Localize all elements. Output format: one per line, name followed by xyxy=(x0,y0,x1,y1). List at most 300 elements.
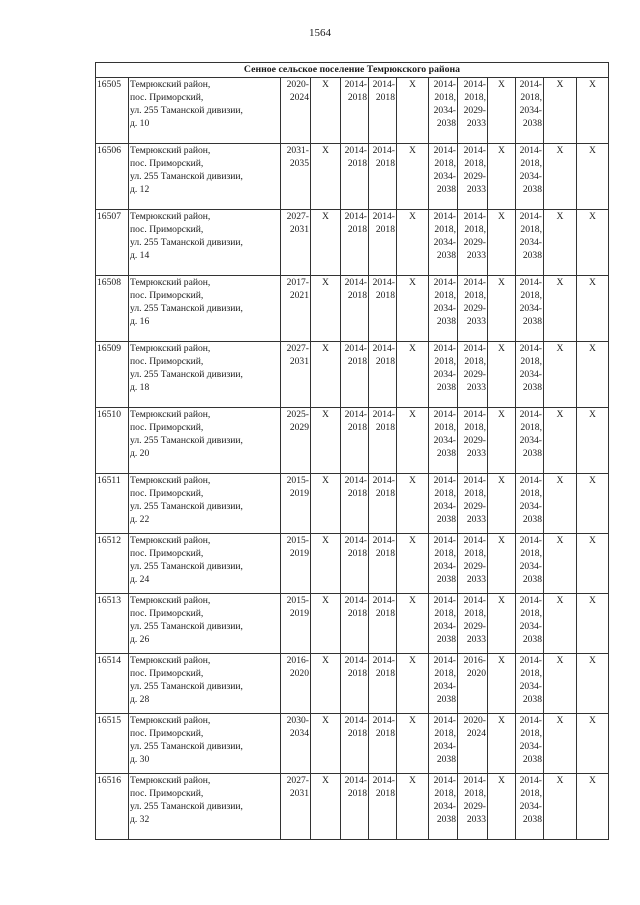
cell-line: 2033 xyxy=(466,250,486,261)
cell-x: X xyxy=(577,474,609,534)
cell-years xyxy=(516,474,544,534)
cell-line: 2038 xyxy=(522,514,542,525)
table-row xyxy=(96,474,609,534)
cell-x: X xyxy=(397,144,429,210)
cell-line: 2014- xyxy=(433,409,456,420)
cell-years xyxy=(429,144,458,210)
cell-line: 2014- xyxy=(344,535,367,546)
cell-line: 2018 xyxy=(375,422,395,433)
cell-line: 2018 xyxy=(347,608,367,619)
cell-years xyxy=(341,594,369,654)
cell-line: 2038 xyxy=(522,754,542,765)
cell-line: 2014- xyxy=(372,277,395,288)
cell-line: 2014- xyxy=(463,409,486,420)
cell-period xyxy=(281,78,311,144)
cell-line: 2014- xyxy=(372,655,395,666)
cell-line: 2018, xyxy=(434,356,456,367)
cell-line: 2038 xyxy=(522,574,542,585)
cell-years xyxy=(516,78,544,144)
cell-years xyxy=(341,654,369,714)
cell-x: X xyxy=(397,210,429,276)
table-row xyxy=(96,774,609,840)
cell-line: 2014- xyxy=(433,277,456,288)
cell-line: ул. 255 Таманской дивизии, xyxy=(130,501,243,512)
cell-line: 2014- xyxy=(372,715,395,726)
cell-address xyxy=(129,276,281,342)
cell-line: 2018, xyxy=(464,788,486,799)
cell-line: 2018 xyxy=(347,668,367,679)
cell-line: 2038 xyxy=(436,184,456,195)
cell-line: 2038 xyxy=(436,118,456,129)
cell-line: 2019 xyxy=(289,488,309,499)
cell-line: 2034- xyxy=(433,303,456,314)
cell-line: 2018 xyxy=(375,158,395,169)
cell-line: 2031 xyxy=(289,788,309,799)
cell-years xyxy=(429,210,458,276)
cell-line: 2014- xyxy=(519,79,542,90)
cell-line: 2018, xyxy=(520,728,542,739)
cell-line: 2034- xyxy=(433,501,456,512)
cell-address xyxy=(129,474,281,534)
cell-line: д. 22 xyxy=(130,514,150,525)
cell-line: 2014- xyxy=(519,595,542,606)
cell-line: ул. 255 Таманской дивизии, xyxy=(130,801,243,812)
cell-line: 2014- xyxy=(372,775,395,786)
cell-number: 16507 xyxy=(96,210,129,276)
cell-line: 2018 xyxy=(375,224,395,235)
cell-x: X xyxy=(544,408,577,474)
cell-line: 2033 xyxy=(466,514,486,525)
cell-line: 2029- xyxy=(463,801,486,812)
cell-years xyxy=(458,276,488,342)
cell-years xyxy=(369,408,397,474)
cell-years xyxy=(369,534,397,594)
cell-line: 2018, xyxy=(434,548,456,559)
cell-x: X xyxy=(577,534,609,594)
cell-x: X xyxy=(397,594,429,654)
cell-line: 2018 xyxy=(347,488,367,499)
cell-x: X xyxy=(397,276,429,342)
cell-x: X xyxy=(577,654,609,714)
cell-x: X xyxy=(488,342,516,408)
cell-line: 2018 xyxy=(375,92,395,103)
cell-number: 16516 xyxy=(96,774,129,840)
cell-line: 2018, xyxy=(434,488,456,499)
cell-line: 2014- xyxy=(344,79,367,90)
cell-x: X xyxy=(544,210,577,276)
cell-line: 2014- xyxy=(433,79,456,90)
cell-line: 2018, xyxy=(464,356,486,367)
cell-x: X xyxy=(544,774,577,840)
cell-line: 2038 xyxy=(522,118,542,129)
cell-line: ул. 255 Таманской дивизии, xyxy=(130,621,243,632)
cell-line: 2038 xyxy=(436,814,456,825)
cell-line: 2018 xyxy=(375,548,395,559)
cell-line: 2018 xyxy=(375,608,395,619)
cell-x: X xyxy=(577,774,609,840)
cell-line: Темрюкский район, xyxy=(130,277,211,288)
cell-x: X xyxy=(397,534,429,594)
cell-line: 2014- xyxy=(463,343,486,354)
cell-years xyxy=(369,210,397,276)
cell-line: 2034- xyxy=(433,621,456,632)
cell-line: 2018 xyxy=(375,290,395,301)
cell-line: 2018, xyxy=(520,158,542,169)
cell-line: 2034- xyxy=(433,237,456,248)
cell-years xyxy=(516,144,544,210)
cell-line: ул. 255 Таманской дивизии, xyxy=(130,681,243,692)
cell-line: 2038 xyxy=(436,694,456,705)
cell-address xyxy=(129,594,281,654)
cell-x: X xyxy=(488,210,516,276)
cell-period xyxy=(281,714,311,774)
cell-line: 2018, xyxy=(520,92,542,103)
cell-line: 2033 xyxy=(466,118,486,129)
cell-line: 2031- xyxy=(286,145,309,156)
cell-line: 2034- xyxy=(433,435,456,446)
cell-line: 2034- xyxy=(433,801,456,812)
cell-line: пос. Приморский, xyxy=(130,224,204,235)
cell-years xyxy=(516,654,544,714)
cell-period xyxy=(281,474,311,534)
cell-line: 2038 xyxy=(522,634,542,645)
cell-years xyxy=(458,654,488,714)
cell-line: д. 14 xyxy=(130,250,150,261)
cell-line: 2014- xyxy=(433,655,456,666)
cell-number: 16512 xyxy=(96,534,129,594)
cell-line: 2034- xyxy=(519,171,542,182)
cell-line: 2029- xyxy=(463,369,486,380)
cell-line: 2038 xyxy=(522,316,542,327)
cell-years xyxy=(341,474,369,534)
cell-years xyxy=(458,474,488,534)
cell-line: д. 12 xyxy=(130,184,150,195)
cell-x: X xyxy=(488,474,516,534)
cell-line: 2018, xyxy=(434,158,456,169)
cell-line: 2033 xyxy=(466,814,486,825)
cell-period xyxy=(281,144,311,210)
cell-line: 2033 xyxy=(466,382,486,393)
cell-line: пос. Приморский, xyxy=(130,548,204,559)
cell-years xyxy=(369,774,397,840)
cell-line: 2018, xyxy=(464,608,486,619)
cell-address xyxy=(129,534,281,594)
cell-years xyxy=(458,714,488,774)
cell-line: 2018, xyxy=(520,668,542,679)
cell-x: X xyxy=(544,342,577,408)
cell-line: Темрюкский район, xyxy=(130,409,211,420)
cell-line: 2027- xyxy=(286,211,309,222)
cell-line: 2018, xyxy=(520,290,542,301)
cell-line: Темрюкский район, xyxy=(130,145,211,156)
cell-line: Темрюкский район, xyxy=(130,343,211,354)
cell-line: 2034- xyxy=(519,435,542,446)
cell-x: X xyxy=(397,408,429,474)
cell-number: 16508 xyxy=(96,276,129,342)
cell-period xyxy=(281,210,311,276)
cell-line: 2029- xyxy=(463,621,486,632)
table-row xyxy=(96,408,609,474)
cell-line: 2014- xyxy=(519,343,542,354)
cell-line: 2034- xyxy=(519,105,542,116)
cell-x: X xyxy=(397,342,429,408)
cell-line: д. 16 xyxy=(130,316,150,327)
cell-line: 2034- xyxy=(433,171,456,182)
cell-line: ул. 255 Таманской дивизии, xyxy=(130,303,243,314)
cell-line: 2034- xyxy=(519,801,542,812)
cell-number: 16514 xyxy=(96,654,129,714)
cell-line: 2014- xyxy=(519,211,542,222)
cell-period xyxy=(281,342,311,408)
cell-x: X xyxy=(311,534,341,594)
cell-line: 2014- xyxy=(519,145,542,156)
cell-line: 2034- xyxy=(433,369,456,380)
cell-period xyxy=(281,408,311,474)
cell-line: 2014- xyxy=(344,211,367,222)
cell-years xyxy=(429,342,458,408)
table-row xyxy=(96,210,609,276)
cell-line: 2014- xyxy=(372,343,395,354)
cell-line: 2018, xyxy=(464,422,486,433)
cell-line: 2014- xyxy=(372,79,395,90)
cell-x: X xyxy=(488,774,516,840)
cell-years xyxy=(516,276,544,342)
cell-years xyxy=(458,210,488,276)
cell-line: 2033 xyxy=(466,184,486,195)
cell-period xyxy=(281,654,311,714)
cell-line: 2018, xyxy=(434,224,456,235)
cell-x: X xyxy=(311,474,341,534)
cell-line: пос. Приморский, xyxy=(130,422,204,433)
cell-years xyxy=(458,408,488,474)
cell-line: 2018, xyxy=(434,92,456,103)
cell-line: 2018 xyxy=(347,290,367,301)
cell-line: 2034- xyxy=(519,369,542,380)
cell-line: 2014- xyxy=(372,595,395,606)
cell-address xyxy=(129,144,281,210)
cell-line: 2018, xyxy=(464,224,486,235)
cell-years xyxy=(341,144,369,210)
cell-years xyxy=(341,210,369,276)
cell-line: 2018 xyxy=(347,788,367,799)
cell-line: Темрюкский район, xyxy=(130,655,211,666)
cell-x: X xyxy=(488,408,516,474)
cell-x: X xyxy=(577,714,609,774)
cell-line: 2034- xyxy=(519,561,542,572)
cell-x: X xyxy=(488,534,516,594)
cell-line: 2014- xyxy=(372,409,395,420)
cell-line: 2014- xyxy=(344,277,367,288)
cell-line: 2014- xyxy=(372,535,395,546)
cell-x: X xyxy=(544,654,577,714)
cell-line: 2034- xyxy=(519,303,542,314)
cell-years xyxy=(516,408,544,474)
table-row xyxy=(96,714,609,774)
cell-x: X xyxy=(311,144,341,210)
cell-line: д. 28 xyxy=(130,694,150,705)
table-body xyxy=(96,78,609,840)
cell-years xyxy=(516,594,544,654)
cell-line: Темрюкский район, xyxy=(130,775,211,786)
cell-line: 2018 xyxy=(375,488,395,499)
cell-x: X xyxy=(577,276,609,342)
cell-number: 16511 xyxy=(96,474,129,534)
cell-line: 2029- xyxy=(463,561,486,572)
cell-line: 2018 xyxy=(347,224,367,235)
cell-x: X xyxy=(577,408,609,474)
cell-line: 2014- xyxy=(433,775,456,786)
cell-x: X xyxy=(311,342,341,408)
cell-line: ул. 255 Таманской дивизии, xyxy=(130,105,243,116)
cell-line: 2014- xyxy=(463,79,486,90)
cell-line: 2034- xyxy=(433,681,456,692)
cell-line: 2014- xyxy=(519,409,542,420)
cell-period xyxy=(281,774,311,840)
cell-line: 2018 xyxy=(375,356,395,367)
cell-x: X xyxy=(544,534,577,594)
cell-line: 2018 xyxy=(347,422,367,433)
cell-years xyxy=(516,534,544,594)
cell-line: 2018, xyxy=(520,548,542,559)
cell-x: X xyxy=(311,774,341,840)
cell-line: 2014- xyxy=(519,277,542,288)
cell-line: Темрюкский район, xyxy=(130,475,211,486)
cell-line: 2018 xyxy=(375,788,395,799)
cell-address xyxy=(129,714,281,774)
cell-line: 2018 xyxy=(347,548,367,559)
cell-line: д. 24 xyxy=(130,574,150,585)
cell-line: 2016- xyxy=(463,655,486,666)
cell-years xyxy=(458,594,488,654)
cell-line: 2018, xyxy=(464,158,486,169)
cell-line: 2038 xyxy=(436,634,456,645)
cell-line: 2029- xyxy=(463,237,486,248)
cell-line: 2027- xyxy=(286,343,309,354)
cell-line: 2038 xyxy=(436,574,456,585)
cell-line: 2016- xyxy=(286,655,309,666)
cell-years xyxy=(341,276,369,342)
cell-years xyxy=(369,654,397,714)
cell-line: 2014- xyxy=(463,145,486,156)
cell-line: 2014- xyxy=(519,775,542,786)
cell-line: 2025- xyxy=(286,409,309,420)
cell-years xyxy=(458,144,488,210)
cell-x: X xyxy=(544,594,577,654)
cell-line: 2018, xyxy=(464,488,486,499)
cell-number: 16506 xyxy=(96,144,129,210)
cell-years xyxy=(369,594,397,654)
cell-line: 2014- xyxy=(344,343,367,354)
cell-line: 2018, xyxy=(464,548,486,559)
cell-years xyxy=(429,78,458,144)
cell-x: X xyxy=(577,594,609,654)
cell-years xyxy=(341,78,369,144)
cell-line: 2034- xyxy=(519,501,542,512)
cell-line: 2018 xyxy=(347,356,367,367)
cell-line: д. 32 xyxy=(130,814,150,825)
cell-line: 2024 xyxy=(289,92,309,103)
cell-x: X xyxy=(397,774,429,840)
cell-line: пос. Приморский, xyxy=(130,92,204,103)
cell-years xyxy=(341,342,369,408)
cell-line: 2014- xyxy=(344,775,367,786)
cell-address xyxy=(129,408,281,474)
cell-line: 2034- xyxy=(433,741,456,752)
cell-line: 2029- xyxy=(463,171,486,182)
cell-line: Темрюкский район, xyxy=(130,211,211,222)
cell-line: 2014- xyxy=(519,535,542,546)
cell-line: 2034 xyxy=(289,728,309,739)
cell-line: 2014- xyxy=(463,775,486,786)
cell-x: X xyxy=(544,276,577,342)
cell-line: 2020 xyxy=(289,668,309,679)
cell-line: 2027- xyxy=(286,775,309,786)
cell-years xyxy=(369,78,397,144)
table-row xyxy=(96,78,609,144)
cell-line: 2014- xyxy=(519,715,542,726)
cell-number: 16513 xyxy=(96,594,129,654)
cell-years xyxy=(369,144,397,210)
cell-line: д. 10 xyxy=(130,118,150,129)
cell-line: 2038 xyxy=(522,448,542,459)
cell-x: X xyxy=(577,342,609,408)
cell-line: д. 18 xyxy=(130,382,150,393)
cell-line: пос. Приморский, xyxy=(130,728,204,739)
cell-line: 2014- xyxy=(463,211,486,222)
cell-x: X xyxy=(488,78,516,144)
cell-line: 2034- xyxy=(519,741,542,752)
cell-x: X xyxy=(577,210,609,276)
cell-line: 2018, xyxy=(434,788,456,799)
cell-line: 2014- xyxy=(372,475,395,486)
cell-line: 2035 xyxy=(289,158,309,169)
cell-line: 2014- xyxy=(433,535,456,546)
cell-line: 2018, xyxy=(464,290,486,301)
cell-x: X xyxy=(311,210,341,276)
cell-x: X xyxy=(544,474,577,534)
cell-x: X xyxy=(311,276,341,342)
cell-years xyxy=(429,534,458,594)
cell-years xyxy=(458,534,488,594)
cell-line: пос. Приморский, xyxy=(130,488,204,499)
cell-x: X xyxy=(397,78,429,144)
cell-line: 2018, xyxy=(520,224,542,235)
cell-line: 2031 xyxy=(289,356,309,367)
cell-years xyxy=(429,408,458,474)
cell-line: 2018 xyxy=(375,668,395,679)
cell-line: 2024 xyxy=(466,728,486,739)
cell-x: X xyxy=(397,714,429,774)
cell-line: д. 30 xyxy=(130,754,150,765)
cell-line: 2014- xyxy=(372,145,395,156)
cell-period xyxy=(281,276,311,342)
table-row xyxy=(96,534,609,594)
cell-x: X xyxy=(544,144,577,210)
cell-line: 2038 xyxy=(522,382,542,393)
table-row xyxy=(96,144,609,210)
cell-line: 2038 xyxy=(436,250,456,261)
page-number: 1564 xyxy=(309,27,331,39)
cell-years xyxy=(516,210,544,276)
cell-line: 2019 xyxy=(289,548,309,559)
cell-years xyxy=(458,78,488,144)
cell-line: 2014- xyxy=(433,715,456,726)
cell-number: 16510 xyxy=(96,408,129,474)
cell-years xyxy=(429,654,458,714)
cell-line: 2018, xyxy=(434,668,456,679)
cell-years xyxy=(341,714,369,774)
cell-line: 2018, xyxy=(520,356,542,367)
